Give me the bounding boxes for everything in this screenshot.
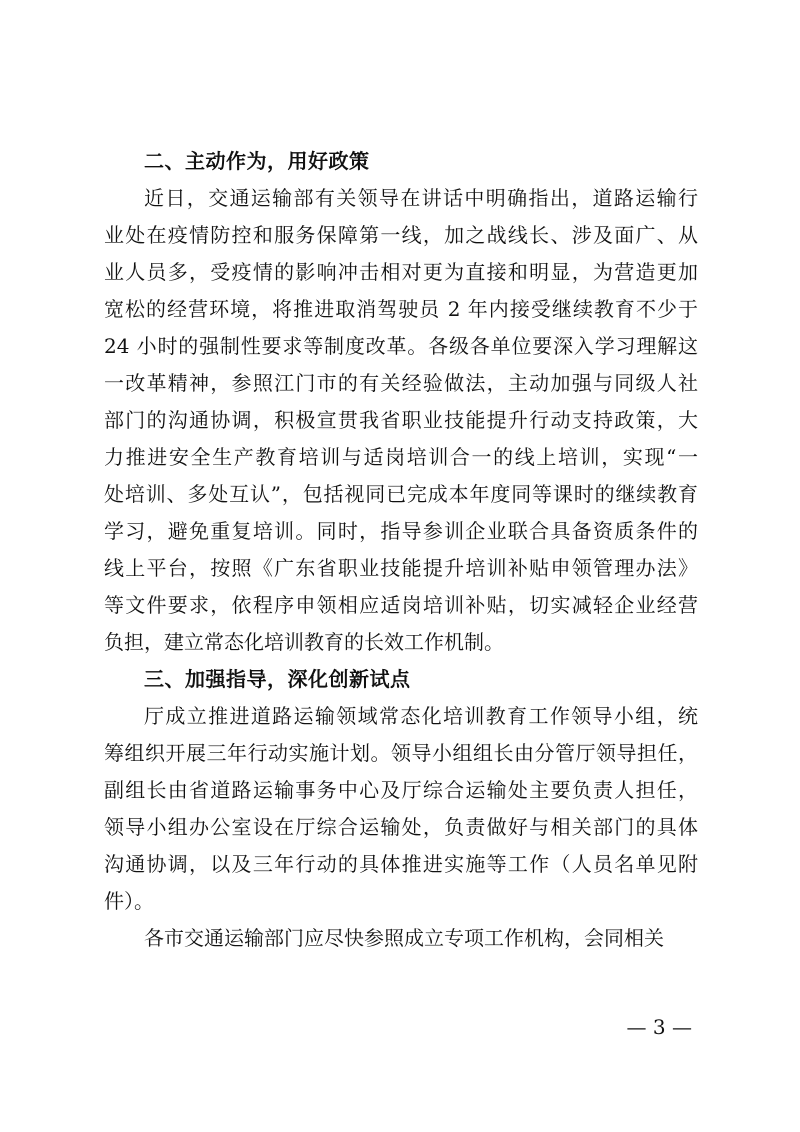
paragraph-line: 近日，交通运输部有关领导在讲话中明确指出，道路运输行 — [144, 186, 698, 210]
paragraph-line: 副组长由省道路运输事务中心及厅综合运输处主要负责人担任， — [104, 778, 698, 802]
paragraph-line: 线上平台，按照《广东省职业技能提升培训补贴申领管理办法》 — [104, 556, 698, 580]
paragraph-line: 筹组织开展三年行动实施计划。领导小组组长由分管厅领导担任， — [104, 741, 698, 765]
paragraph-line: 业处在疫情防控和服务保障第一线，加之战线长、涉及面广、从 — [104, 223, 698, 247]
document-body — [104, 143, 698, 957]
section-2-paragraph-1 — [104, 180, 698, 661]
paragraph-line: 部门的沟通协调，积极宣贯我省职业技能提升行动支持政策，大 — [104, 408, 698, 432]
paragraph-line: 各市交通运输部门应尽快参照成立专项工作机构，会同相关 — [144, 926, 664, 950]
paragraph-line: 宽松的经营环境，将推进取消驾驶员 2 年内接受继续教育不少于 — [104, 297, 698, 321]
paragraph-line: 学习，避免重复培训。同时，指导参训企业联合具备资质条件的 — [104, 519, 698, 543]
paragraph-line: 处培训、多处互认”，包括视同已完成本年度同等课时的继续教育 — [104, 482, 698, 506]
section-2-heading: 二、主动作为，用好政策 — [144, 149, 370, 173]
paragraph-line: 业人员多，受疫情的影响冲击相对更为直接和明显，为营造更加 — [104, 260, 698, 284]
paragraph-line: 沟通协调，以及三年行动的具体推进实施等工作（人员名单见附 — [104, 852, 698, 876]
paragraph-line: 负担，建立常态化培训教育的长效工作机制。 — [104, 630, 504, 654]
section-3-paragraph-1 — [104, 698, 698, 920]
paragraph-line: 厅成立推进道路运输领域常态化培训教育工作领导小组，统 — [144, 704, 698, 728]
paragraph-line: 等文件要求，依程序申领相应适岗培训补贴，切实减轻企业经营 — [104, 593, 698, 617]
paragraph-line: 力推进安全生产教育培训与适岗培训合一的线上培训，实现“一 — [104, 445, 698, 469]
paragraph-line: 24 小时的强制性要求等制度改革。各级各单位要深入学习理解这 — [104, 334, 698, 358]
section-3-heading: 三、加强指导，深化创新试点 — [144, 667, 411, 691]
paragraph-line: 一改革精神，参照江门市的有关经验做法，主动加强与同级人社 — [104, 371, 698, 395]
paragraph-line: 件）。 — [104, 889, 154, 913]
paragraph-line: 领导小组办公室设在厅综合运输处，负责做好与相关部门的具体 — [104, 815, 698, 839]
section-3-paragraph-2 — [104, 920, 698, 957]
page-number: — 3 — — [626, 1015, 692, 1039]
